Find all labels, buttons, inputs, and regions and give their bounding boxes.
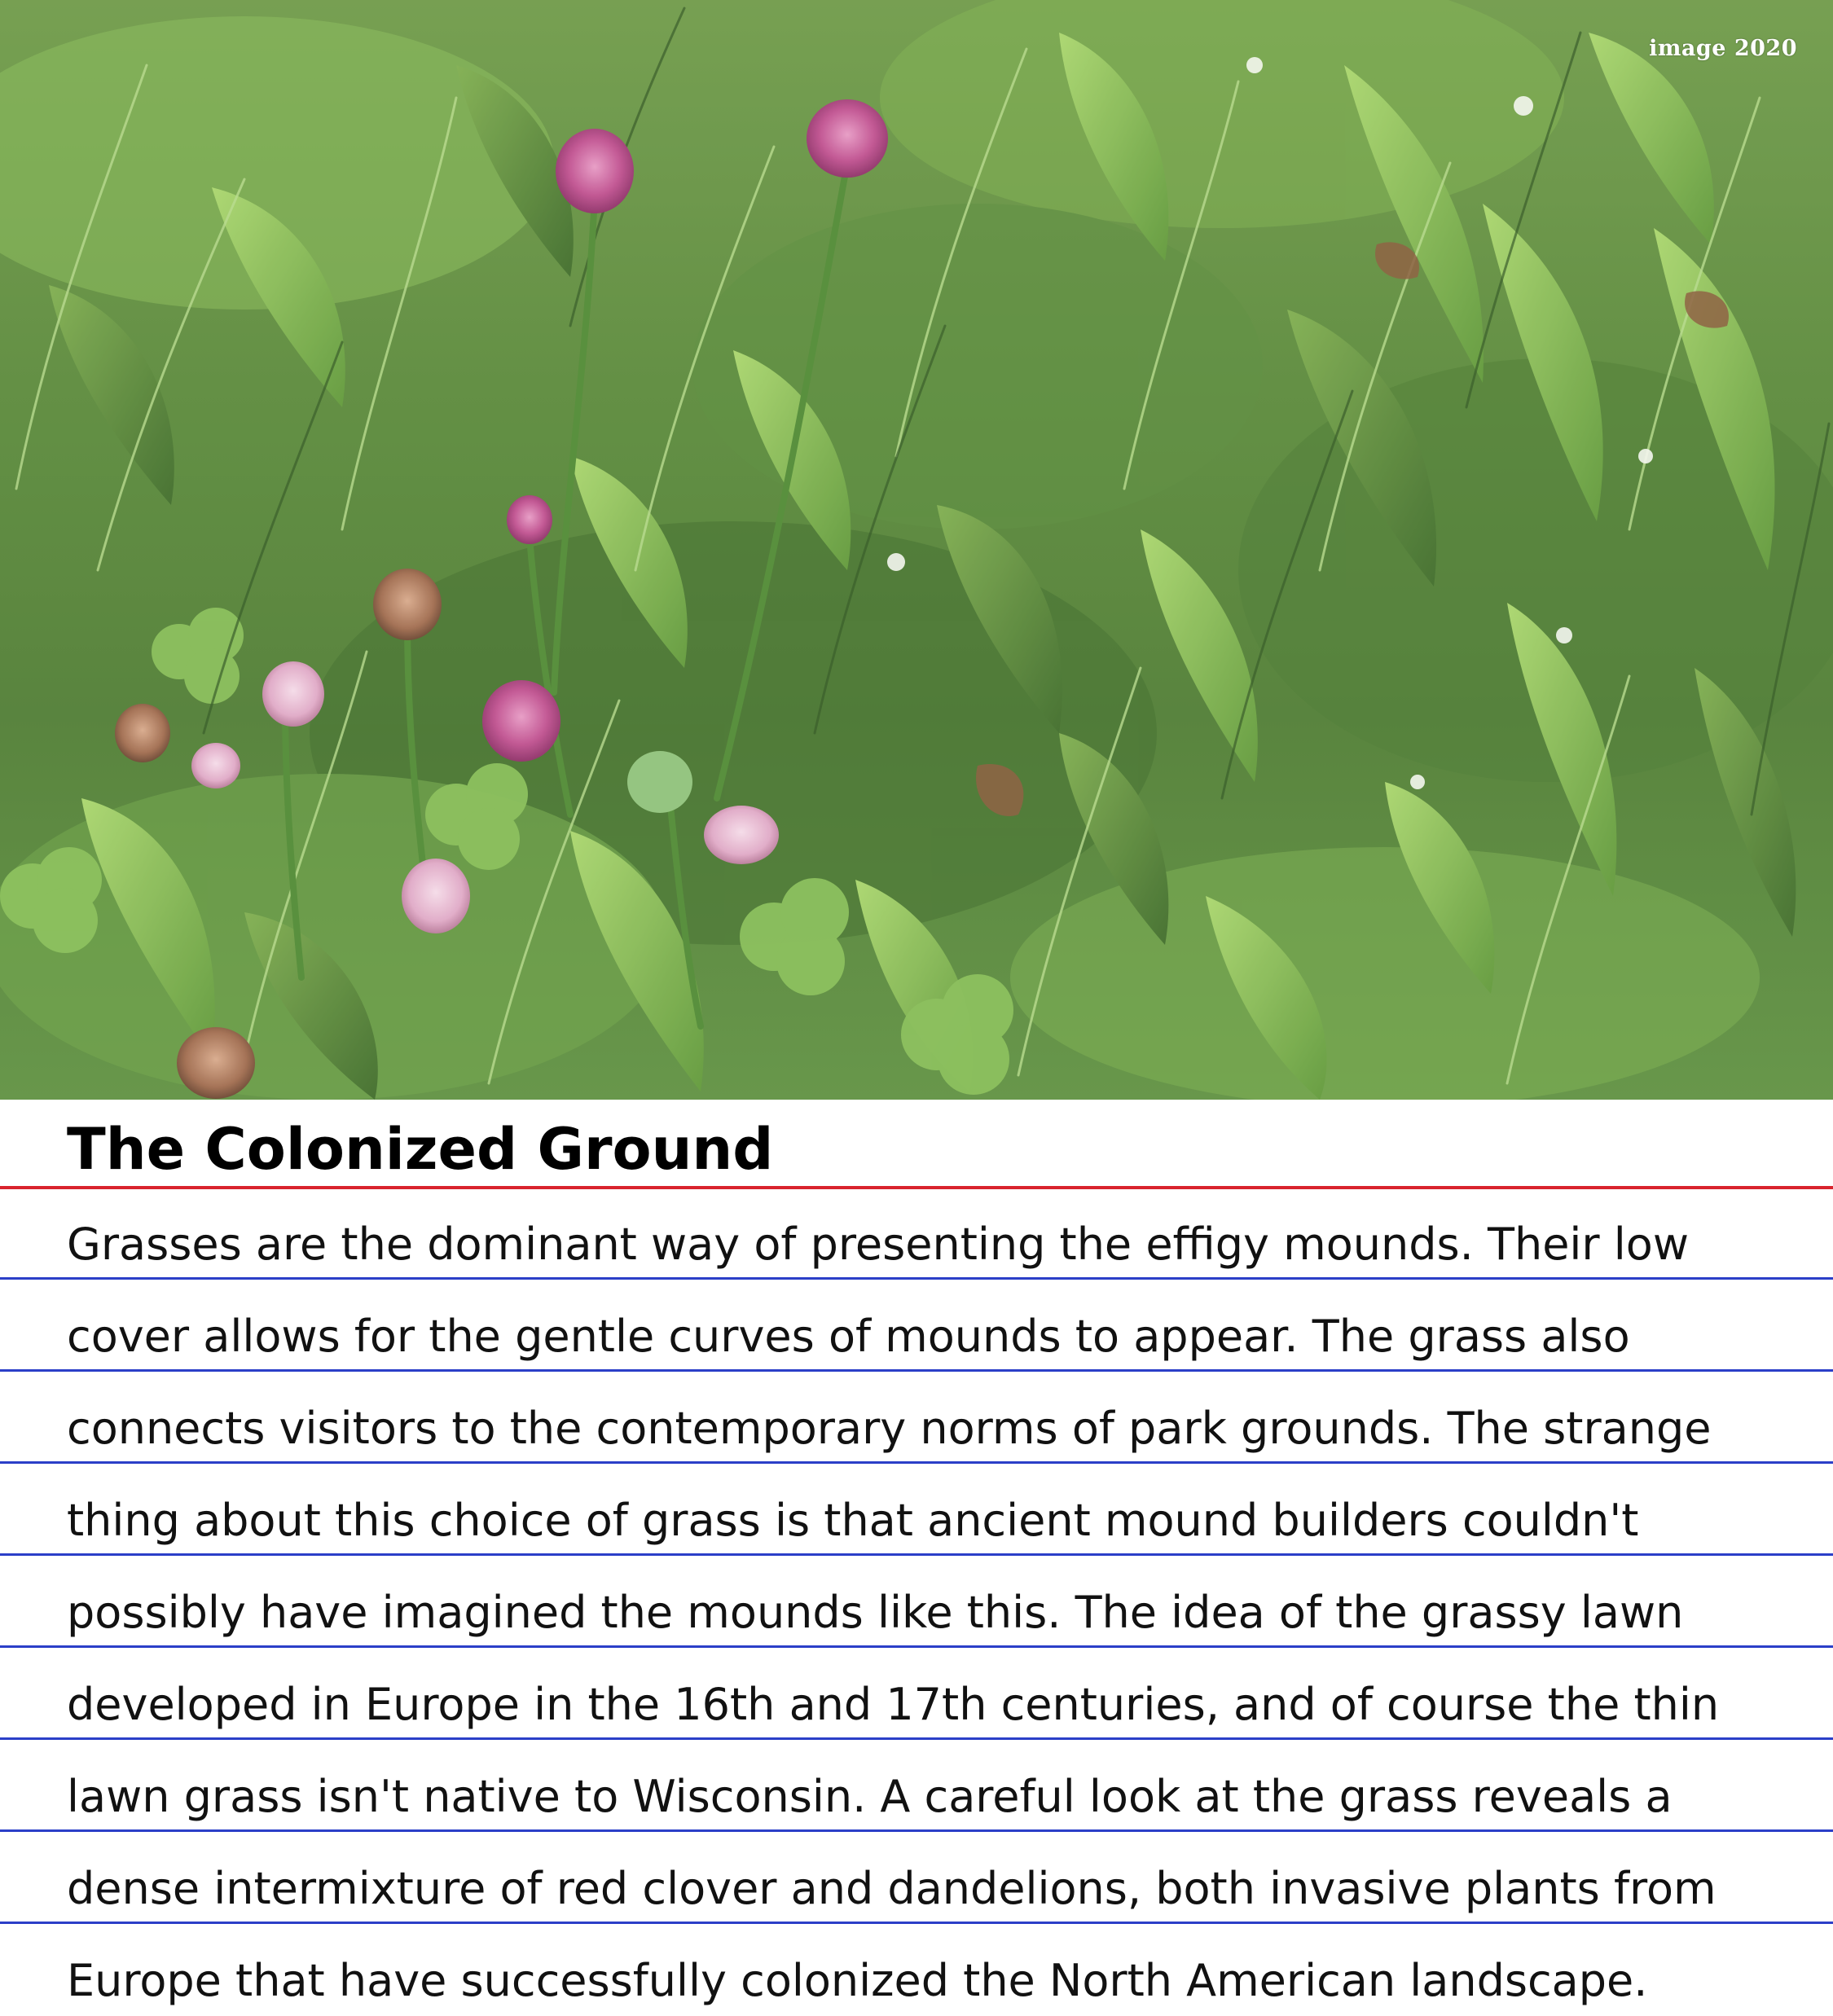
article-line: thing about this choice of grass is that ancient mound builders couldn't xyxy=(67,1495,1639,1546)
line-rule xyxy=(0,1553,1833,1556)
article-line: developed in Europe in the 16th and 17th centuries, and of course the thin xyxy=(67,1679,1720,1730)
title-rule xyxy=(0,1186,1833,1189)
line-rule xyxy=(0,1461,1833,1464)
line-rule xyxy=(0,1922,1833,1924)
line-rule xyxy=(0,1737,1833,1740)
article-line: Europe that have successfully colonized the North American landscape. xyxy=(67,1955,1648,2006)
line-rule xyxy=(0,1277,1833,1280)
page-title: The Colonized Ground xyxy=(67,1116,774,1183)
article-line: dense intermixture of red clover and dandelions, both invasive plants from xyxy=(67,1863,1717,1914)
article-line: possibly have imagined the mounds like this. The idea of the grassy lawn xyxy=(67,1587,1684,1638)
line-rule xyxy=(0,1829,1833,1832)
article xyxy=(0,1100,1833,2016)
article-line: lawn grass isn't native to Wisconsin. A careful look at the grass reveals a xyxy=(67,1771,1673,1822)
article-line: connects visitors to the contemporary norms of park grounds. The strange xyxy=(67,1403,1712,1454)
line-rule xyxy=(0,1645,1833,1648)
line-rule xyxy=(0,1369,1833,1372)
image-credit: image 2020 xyxy=(1649,36,1797,61)
article-line: Grasses are the dominant way of presenting the effigy mounds. Their low xyxy=(67,1219,1689,1270)
article-line: cover allows for the gentle curves of mounds to appear. The grass also xyxy=(67,1311,1630,1362)
